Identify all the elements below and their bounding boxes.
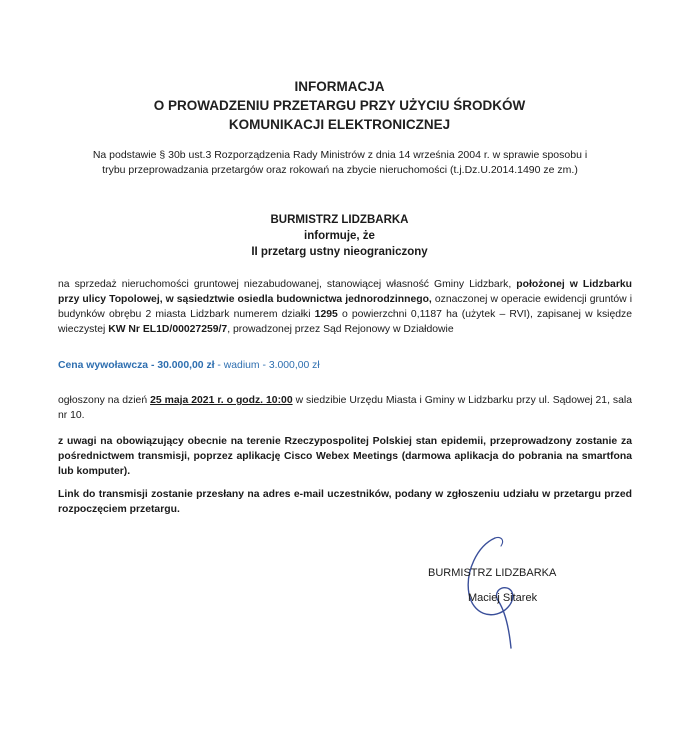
property-description	[58, 277, 632, 337]
price-value: 30.000,00 zł	[157, 360, 215, 371]
property-text-a: na sprzedaż nieruchomości gruntowej niezabudowanej, stanowiącej własność Gminy Lidzbark,	[58, 279, 517, 290]
announcer-informs: informuje, że	[304, 230, 375, 242]
property-location: położonej w Lidzbarku przy ulicy Topolowej, w sąsiedztwie osiedla budownictwa jednorodzinnego,	[58, 279, 632, 305]
schedule-text-a: ogłoszony na dzień	[58, 395, 151, 406]
epidemic-notice: z uwagi na obowiązujący obecnie na terenie Rzeczypospolitej Polskiej stan epidemii, przeprowadzony zostanie za pośrednictwem transmisji, poprzez aplikację Cisco Webex Meetings (darmowa aplikacja do pobrania na smartfona lub komputer).	[58, 436, 632, 477]
announcer-title: BURMISTRZ LIDZBARKA	[270, 214, 409, 226]
link-notice: Link do transmisji zostanie przesłany na adres e-mail uczestników, podany w zgłoszeniu udziału w przetargu przed rozpoczęciem przetargu.	[58, 489, 632, 515]
land-register-number: KW Nr EL1D/00027259/7	[108, 324, 228, 335]
property-text-c: oznaczonej w operacie ewidencji gruntów i budynków obrębu 2 miasta Lidzbark numerem działki	[58, 294, 633, 320]
plot-number: 1295	[314, 309, 338, 320]
price-separator: - wadium -	[214, 360, 269, 371]
signatory-name: Maciej Sitarek	[468, 592, 538, 604]
tender-type: II przetarg ustny nieograniczony	[251, 246, 428, 258]
property-text-g: , prowadzonej przez Sąd Rejonowy w Działdowie	[227, 324, 454, 335]
tender-date: 25 maja 2021 r. o godz. 10:00	[150, 395, 293, 406]
deposit-value: 3.000,00 zł	[268, 360, 320, 371]
property-text-e: o powierzchni 0,1187 ha (użytek – RVI), zapisanej w księdze wieczystej	[58, 309, 632, 335]
price-line	[58, 358, 632, 373]
title-line-2: O PROWADZENIU PRZETARGU PRZY UŻYCIU ŚRODKÓW	[153, 98, 526, 113]
title-line-1: INFORMACJA	[294, 79, 385, 94]
schedule-text-c: w siedzibie Urzędu Miasta i Gminy w Lidzbarku przy ul. Sądowej 21, sala nr 10.	[58, 395, 632, 421]
title-line-3: KOMUNIKACJI ELEKTRONICZNEJ	[228, 117, 451, 132]
price-label: Cena wywoławcza -	[58, 360, 158, 371]
legal-basis: Na podstawie § 30b ust.3 Rozporządzenia Rady Ministrów z dnia 14 września 2004 r. w sprawie sposobu i trybu przeprowadzania przetargów oraz rokowań na zbycie nieruchomości (t.j.Dz.U.2014.1490 ze zm.)	[92, 149, 588, 176]
schedule-paragraph	[58, 393, 632, 423]
signatory-title: BURMISTRZ LIDZBARKA	[428, 567, 557, 579]
